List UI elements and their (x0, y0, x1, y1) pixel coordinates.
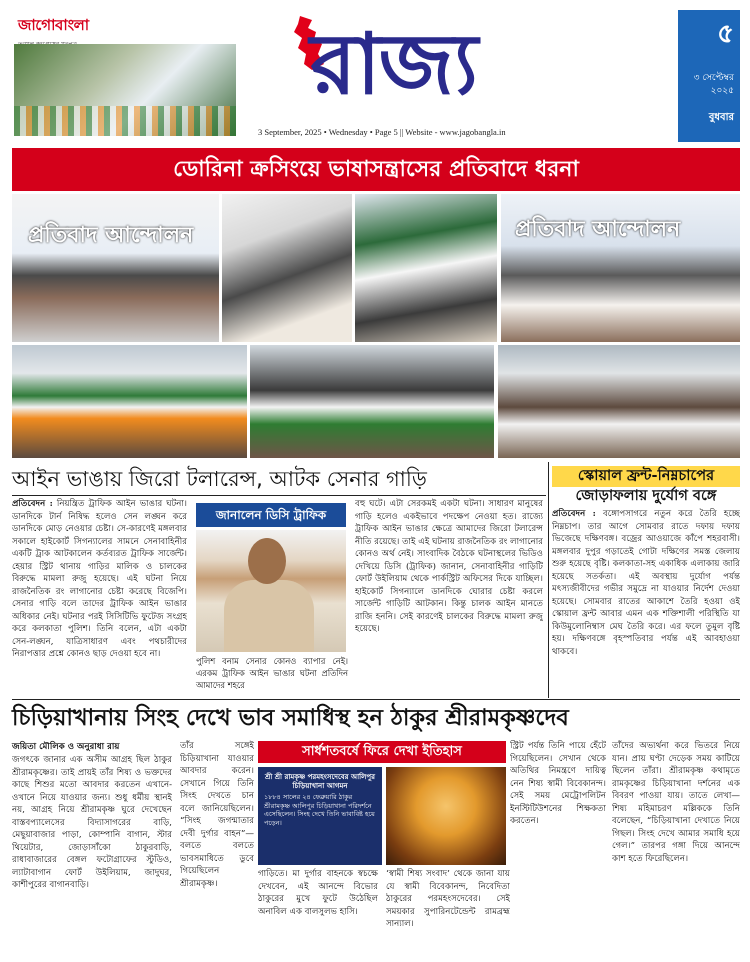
zoo-column-1: জগৎকে জানার এক অসীম আগ্রহ ছিল ঠাকুর শ্রীরামকৃষ্ণের। তাই প্রায়ই তাঁর শিষ্য ও ভক্তদের কাছে শিশুর মতো আবদার করতেন এখানে-ওখানে নিয়ে যাওয়ার জন্য। শুধু ধর্মীয় স্থানই নয়, আগ্রহ নিয়ে শ্রীরামকৃষ্ণ ঘুরে দেখেছেন বাস্তবপ্যালেসের বিদ্যাসাগরের বাড়ি, মেছুয়াবাজার পাড়া, কোম্পানি বাগান, স্টার থিয়েটার, জোড়াসাঁকো ঠাকুরবাড়ি, রাধাবাজারের বেঙ্গল ফটোগ্রাফের স্টুডিও, ল্যাটাবাগান ফোর্ট উইলিয়াম, জাদুঘর, কাশীপুরের বাগানবাড়ি। (12, 755, 172, 890)
issue-day: বুধবার (708, 112, 734, 123)
story-lead: প্রতিবেদন : (552, 509, 596, 519)
weather-headline (552, 466, 740, 506)
paper-name: রাজ্য (310, 15, 477, 113)
zoo-column-5: স্ট্রিট পর্যন্ত তিনি পায়ে হেঁটে গিয়েছিলেন। সেখান থেকে অতিথির নিমন্ত্রণে দায়িত্ব নেন শিষ্য স্বামী বিবেকানন্দ। সেই সময় মেট্রোপলিটন ইনস্টিটিউশনের শিক্ষকতা করতেন। (510, 741, 606, 826)
traffic-column-2: বহু ঘটে। এটা সেরকমই একটা ঘটনা। সাধারণ মানুষের গাড়ি হলেও একইভাবে পদক্ষেপ নেওয়া হত। রাজ্যে ট্রাফিক আইন ভাঙার ক্ষেত্রে আমাদের জিরো টলারেন্স নীতি রয়েছে। তাই এই ঘটনায় রাজনৈতিক রং লাগানোর কোনও অর্থ নেই। সাংবাদিক বৈঠকে ঘটনাস্থলের ভিডিও দেখিয়ে ডিসি (ট্রাফিক) জানান, সেনাবাহিনীর গাড়িটি ফোর্ট উইলিয়াম থেকে পার্কস্ট্রিট অফিসের দিকে যাচ্ছিল। হাইকোর্ট সিগন্যালে ডানদিকে ঘোরার চেষ্টা করলে সার্জেন্ট গাড়িটি আটকান। কিন্তু চালক আইন মানতে রাজি হননি। সেই কারণেই চালকের বিরুদ্ধে মামলা রুজু হয়েছে। (355, 499, 543, 634)
plaque-text: ১৮৮৪ সালের ২৪ ফেব্রুয়ারি ঠাকুর শ্রীরামকৃষ্ণ আলিপুর চিড়িয়াখানা পরিদর্শনে এসেছিলেন। সিংহ দেখে তিনি ভাবাবিষ্ট হয়ে পড়েন। (264, 793, 375, 827)
story-lead: প্রতিবেদন : (12, 499, 53, 509)
ramakrishna-statue-photo (386, 767, 506, 865)
lead-photo-rally-crowd (250, 345, 494, 458)
lead-photo-crowd-speakers (355, 194, 497, 342)
officer-face (248, 538, 286, 584)
masthead (0, 0, 750, 145)
issue-date: ৩ সেপ্টেম্বর ২০২৫ (693, 73, 734, 96)
page-number-box (678, 10, 740, 142)
divider (12, 495, 546, 496)
zoo-column-2: তাঁর সঙ্গেই চিড়িয়াখানা যাওয়ার আবদার করেন। সেখানে গিয়ে তিনি সিংহ দেখতে চান বলে জানিয়েছিলেন। “সিংহ জগন্মাতার দেবী দুর্গার বাহন”— বলতে বলতে ভাবসমাধিতে ডুবে গিয়েছিলেন শ্রীরামকৃষ্ণ। (180, 741, 254, 889)
police-officer-photo (196, 530, 346, 652)
officer-uniform (224, 580, 314, 652)
weather-headline-line-1: স্কোয়াল ফ্রন্ট-নিম্নচাপের (552, 466, 740, 487)
sister-paper-name: জাগোবাংলা (18, 16, 89, 34)
dateline: 3 September, 2025 • Wednesday • Page 5 || Website - www.jagobangla.in (258, 127, 506, 137)
lead-headline: ডোরিনা ক্রসিংয়ে ভাষাসন্ত্রাসের প্রতিবাদে ধরনা (12, 148, 740, 191)
traffic-column-1 (12, 498, 187, 693)
story-text: বঙ্গোপসাগরে নতুন করে তৈরি হচ্ছে নিম্নচাপ। তার আগে সোমবার রাতে দফায় দফায় ভিজেছে দক্ষিণবঙ্গ। বজ্রের আওয়াজে কাঁপে শহরবাসী। মঙ্গলবার দুপুর গড়াতেই গোটা দক্ষিণের সমস্ত জেলায় শুরু হয়েছে বৃষ্টি। কলকাতা-সহ একাধিক এলাকায় জারি হয়েছে সতর্কতা। এই অবস্থায় দুর্যোগ পর্যন্ত মৎস্যজীবীদের গভীর সমুদ্রে না যাওয়ার নির্দেশ দেওয়া হয়েছে। সোমবার রাতের আকাশে তৈরি হওয়া ওই স্কোয়াল ফ্রন্ট আবার এমন এক শক্তিশালী পরিস্থিতি যা কিউমুলোনিম্বাস মেঘ তৈরি করে। এর ফলে তুমুল বৃষ্টি হয়। দক্ষিণবঙ্গে বৃহস্পতিবার পর্যন্ত এই আবহাওয়া থাকবে। (552, 509, 740, 657)
paper-brand (270, 10, 515, 122)
zoo-headline: চিড়িয়াখানায় সিংহ দেখে ভাব সমাধিস্থ হন ঠাকুর শ্রীরামকৃষ্ণদেব (12, 705, 569, 731)
zoo-section-tag: সার্ধশতবর্ষে ফিরে দেখা ইতিহাস (258, 741, 506, 763)
story-text: নিয়ন্ত্রিত ট্রাফিক আইন ভাঙার ঘটনা। ডানদিকে টার্ন নিষিদ্ধ হলেও সেন লঙ্ঘন করে ডানদিকে মোড় নেওয়ার চেষ্টা। সে-কারণেই মঙ্গলবার সকালে হাইকোর্ট সিগন্যালের সামনে সেনাবাহিনীর একটি ট্রাক আটকালেন কর্তব্যরত ট্রাফিক সার্জেন্ট। হেয়ার স্ট্রিট থানায় গাড়ির মালিক ও চালকের বিরুদ্ধে মামলা রুজু হয়েছে। এই ঘটনা নিয়ে রাজনৈতিক রং লাগানোর চেষ্টা করেছে বিজেপি। সেনার গাড়ি বলে তাদের ট্রাফিক আইন ভাঙার অধিকার নেই। ঘটনার পরই সিসিটিভি ফুটেজ সংগ্রহ করে কলকাতা পুলিশ। তিনি বলেন, এটা একটা সেন-লঙ্ঘন, যাত্রিসাধারণ এবং পথচারীদের নিরাপত্তার প্রশ্নে কোনও ছাড় দেওয়া হবে না। (12, 499, 187, 659)
weather-headline-line-2: জোড়াফলায় দুর্যোগ বঙ্গে (575, 488, 717, 504)
masthead-rally-photo (14, 44, 236, 136)
stage-banner-text: প্রতিবাদ আন্দোলন (515, 217, 681, 242)
page-number: ৫ (717, 19, 734, 49)
weather-column (552, 508, 740, 696)
stage-banner-text: প্রতিবাদ আন্দোলন (28, 223, 194, 248)
zoo-column-6: তাঁদের অভ্যর্থনা করে ভিতরে নিয়ে যান। প্রায় ঘণ্টা দেড়েক সময় কাটিয়ে ছিলেন তাঁরা। শ্রীরামকৃষ্ণ কথামৃতে রামকৃষ্ণের চিড়িয়াখানা দর্শনের এক বিবরণ পাওয়া যায়। তাতে লেখা— শিষ্য মহিমাচরণ মল্লিককে তিনি বলেছেন, “চিড়িয়াখানা দেখাতে নিয়ে গিছল। সিংহ দেখে আমার সমাধি হয়ে গেল।” তারপর গঙ্গা দিয়ে আনন্দে কাশ হতে ফিরেছিলেন। (612, 741, 740, 864)
divider (12, 699, 740, 700)
lead-photo-rally-flags (12, 345, 247, 458)
traffic-headline: আইন ভাঙায় জিরো টলারেন্স, আটক সেনার গাড়ি (12, 467, 427, 491)
lead-photo-stage-right (501, 194, 740, 342)
zoo-column-3: গাড়িতে। মা দুর্গার বাহনকে স্বচক্ষে দেখবেন, এই আনন্দে বিভোর ঠাকুরের মুখে ফুটে উঠেছিল অনাবিল এক বালসুলভ হাসি। (258, 869, 378, 917)
traffic-photo-caption: পুলিশ বনাম সেনার কোনও ব্যাপার নেই। এরকম ট্রাফিক আইন ভাঙার ঘটনা প্রতিদিন আমাদের শহরে (196, 656, 348, 690)
lead-photo-stage-left (12, 194, 219, 342)
lead-photo-gathering (498, 345, 740, 458)
traffic-callout: জানালেন ডিসি ট্রাফিক (196, 503, 346, 527)
lead-photo-speaker (222, 194, 352, 342)
zoo-column-4: ‘স্বামী শিষ্য সংবাদ’ থেকে জানা যায় যে স্বামী বিবেকানন্দ, নিবেদিতা ঠাকুরের পরমহংসদেবের। সেই সময়কার সুপারিনটেন্ডেন্ট রামব্রহ্ম সান্যাল। (386, 869, 510, 929)
plaque-title: শ্রী শ্রী রামকৃষ্ণ পরমহংসদেবের আলিপুর চিড়িয়াখানা আগমন (265, 772, 375, 790)
zoo-byline: জয়িতা মৌলিক ও অনুরাধা রায় (12, 742, 120, 752)
divider (548, 462, 549, 698)
commemorative-plaque-photo (258, 767, 382, 865)
